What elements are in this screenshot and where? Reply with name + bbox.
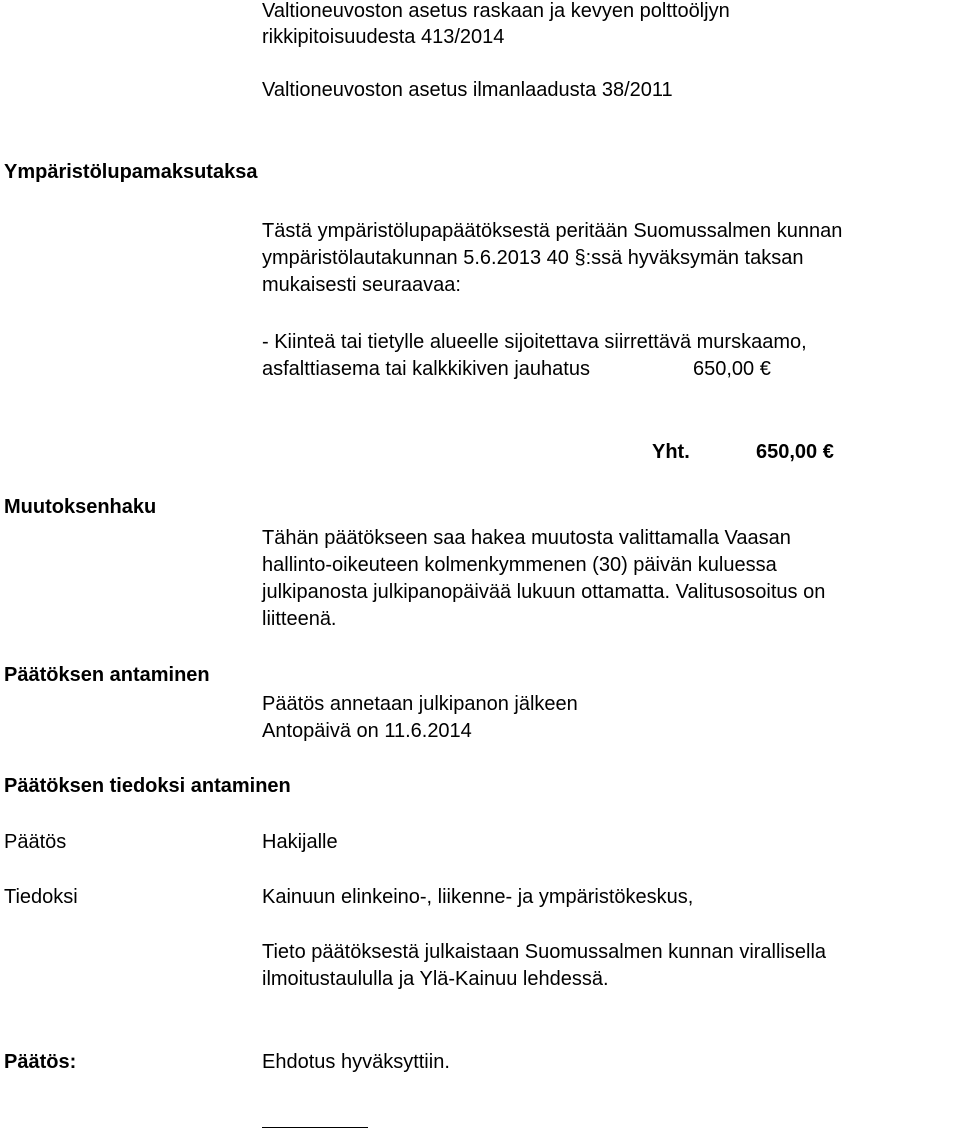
notification-decision-label: Päätös [4, 831, 67, 853]
fee-heading: Ympäristölupamaksutaksa [4, 161, 258, 183]
appeal-line3: julkipanosta julkipanopäivää lukuun ottamatta. Valitusosoitus on [262, 581, 826, 603]
fee-item-amount: 650,00 € [693, 358, 771, 380]
notification-heading: Päätöksen tiedoksi antaminen [4, 775, 291, 797]
appeal-heading: Muutoksenhaku [4, 496, 157, 518]
decree-reference-1-line1: Valtioneuvoston asetus raskaan ja kevyen polttoöljyn [262, 0, 730, 22]
fee-total-label: Yht. [652, 441, 690, 463]
decision-label: Päätös: [4, 1051, 77, 1073]
fee-intro-line3: mukaisesti seuraavaa: [262, 274, 461, 296]
issuance-line1: Päätös annetaan julkipanon jälkeen [262, 693, 578, 715]
appeal-line1: Tähän päätökseen saa hakea muutosta valittamalla Vaasan [262, 527, 791, 549]
issuance-line2: Antopäivä on 11.6.2014 [262, 720, 472, 742]
issuance-heading: Päätöksen antaminen [4, 664, 210, 686]
appeal-line2: hallinto-oikeuteen kolmenkymmenen (30) päivän kuluessa [262, 554, 777, 576]
fee-total-amount: 650,00 € [756, 441, 834, 463]
appeal-line4: liitteenä. [262, 608, 337, 630]
fee-item-line2: asfalttiasema tai kalkkikiven jauhatus [262, 358, 590, 380]
fee-intro-line2: ympäristölautakunnan 5.6.2013 40 §:ssä hyväksymän taksan [262, 247, 804, 269]
decision-value: Ehdotus hyväksyttiin. [262, 1051, 450, 1073]
notification-info-value: Kainuun elinkeino-, liikenne- ja ympäristökeskus, [262, 886, 694, 908]
notification-info-label: Tiedoksi [4, 886, 78, 908]
notification-publish-line1: Tieto päätöksestä julkaistaan Suomussalmen kunnan virallisella [262, 941, 827, 963]
signature-line [262, 1127, 368, 1128]
notification-decision-value: Hakijalle [262, 831, 338, 853]
notification-publish-line2: ilmoitustaululla ja Ylä-Kainuu lehdessä. [262, 968, 609, 990]
fee-item-line1: - Kiinteä tai tietylle alueelle sijoitettava siirrettävä murskaamo, [262, 331, 807, 353]
decree-reference-2: Valtioneuvoston asetus ilmanlaadusta 38/2011 [262, 79, 673, 101]
decree-reference-1-line2: rikkipitoisuudesta 413/2014 [262, 26, 505, 48]
fee-intro-line1: Tästä ympäristölupapäätöksestä peritään Suomussalmen kunnan [262, 220, 843, 242]
